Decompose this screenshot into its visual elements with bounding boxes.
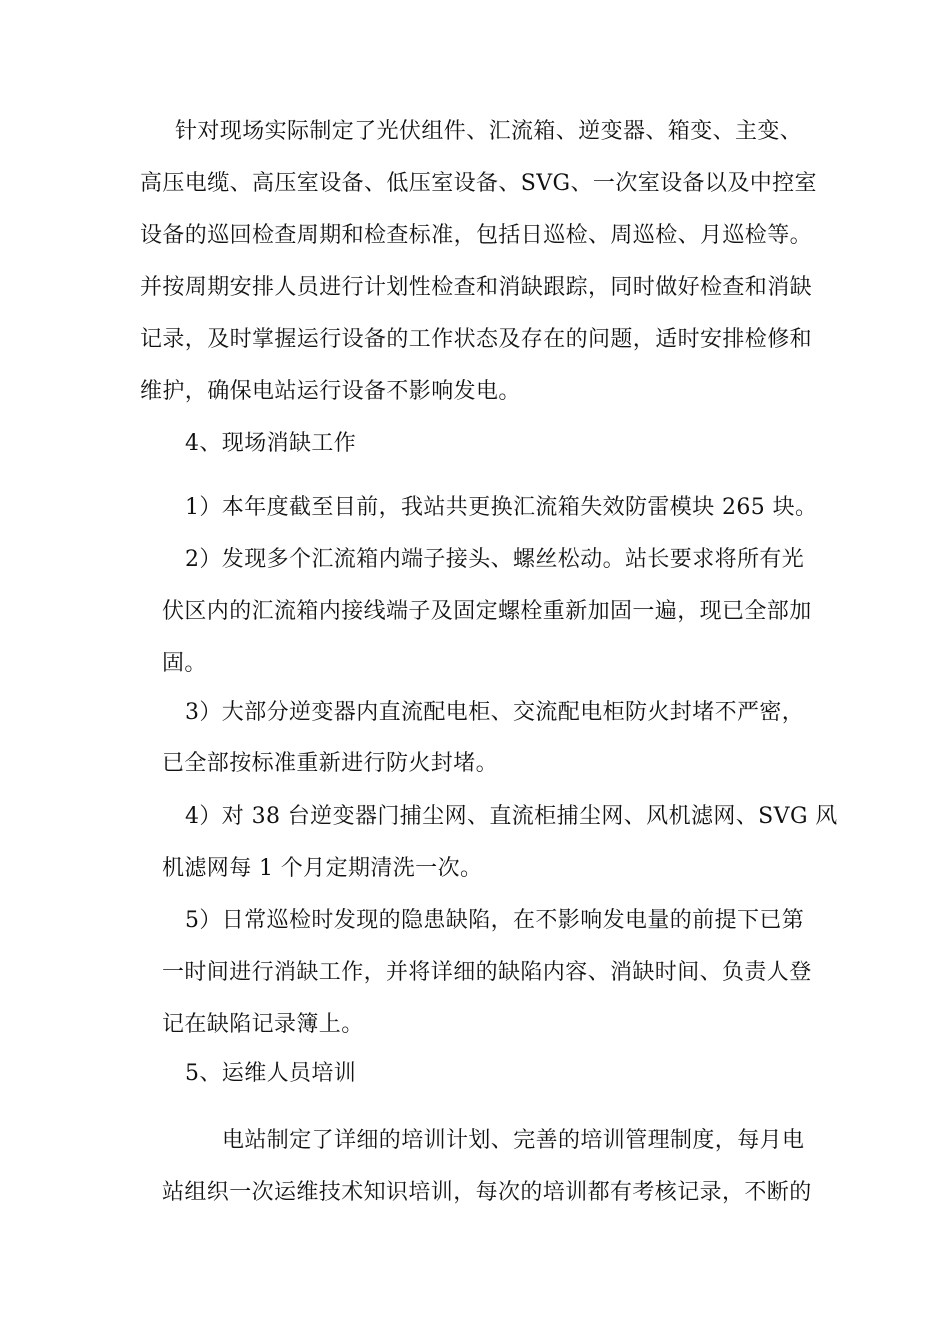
text-line: 设备的巡回检查周期和检查标准，包括日巡检、周巡检、月巡检等。 (140, 223, 813, 248)
text-line: 伏区内的汇流箱内接线端子及固定螺栓重新加固一遍，现已全部加 (162, 599, 812, 624)
text-line: 固。 (162, 651, 207, 676)
text-line: 并按周期安排人员进行计划性检查和消缺跟踪，同时做好检查和消缺 (140, 275, 813, 300)
text-line: 高压电缆、高压室设备、低压室设备、SVG、一次室设备以及中控室 (140, 171, 817, 196)
text-line: 4）对 38 台逆变器门捕尘网、直流柜捕尘网、风机滤网、SVG 风 (185, 804, 838, 829)
text-line: 一时间进行消缺工作，并将详细的缺陷内容、消缺时间、负责人登 (162, 960, 812, 985)
text-line: 5）日常巡检时发现的隐患缺陷，在不影响发电量的前提下已第 (185, 908, 805, 933)
section-heading-4: 4、现场消缺工作 (185, 431, 357, 456)
text-line: 已全部按标准重新进行防火封堵。 (162, 751, 499, 776)
text-line: 维护，确保电站运行设备不影响发电。 (140, 379, 521, 404)
text-line: 站组织一次运维技术知识培训，每次的培训都有考核记录，不断的 (162, 1180, 812, 1205)
text-line: 记录，及时掌握运行设备的工作状态及存在的问题，适时安排检修和 (140, 327, 813, 352)
text-line: 机滤网每 1 个月定期清洗一次。 (162, 856, 483, 881)
section-heading-5: 5、运维人员培训 (185, 1061, 357, 1086)
text-line: 1）本年度截至目前，我站共更换汇流箱失效防雷模块 265 块。 (185, 495, 818, 520)
text-line: 3）大部分逆变器内直流配电柜、交流配电柜防火封堵不严密， (185, 700, 805, 725)
text-line: 2）发现多个汇流箱内端子接头、螺丝松动。站长要求将所有光 (185, 547, 805, 572)
text-line: 电站制定了详细的培训计划、完善的培训管理制度，每月电 (222, 1128, 805, 1153)
text-line: 记在缺陷记录簿上。 (162, 1012, 364, 1037)
text-line: 针对现场实际制定了光伏组件、汇流箱、逆变器、箱变、主变、 (175, 119, 803, 144)
